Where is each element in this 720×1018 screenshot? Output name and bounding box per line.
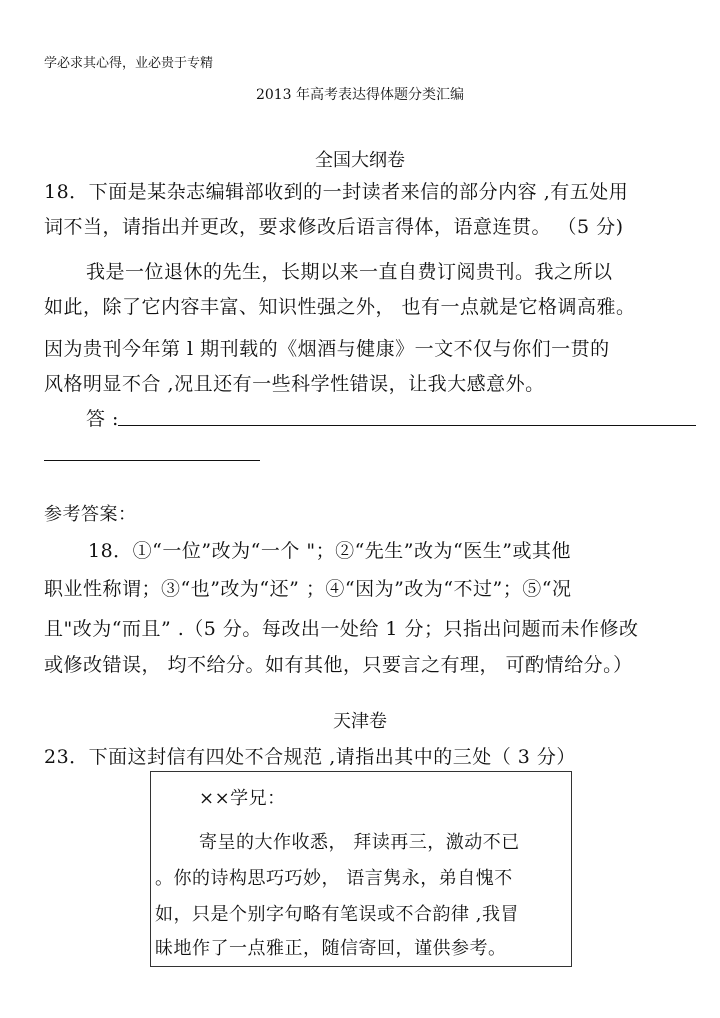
answer-line-2 [44,460,260,461]
letter-box-line-3: 如，只是个别字句略有笔误或不合韵律 ,我冒 [155,904,519,925]
question-23-line: 23．下面这封信有四处不合规范 ,请指出其中的三处（ 3 分） [44,746,576,768]
answer-label: 答 : [86,408,119,430]
section-title-tianjin: 天津卷 [333,711,387,732]
letter-box-line-4: 昧地作了一点雅正，随信寄回，谨供参考。 [155,938,507,959]
header-note: 学必求其心得，业必贵于专精 [44,56,214,71]
letter-box-line-1: 寄呈的大作收悉， 拜读再三，激动不已 [199,832,520,853]
reference-line-3: 且"改为“而且” .（5 分。每改出一处给 1 分；只指出问题而未作修改 [44,618,639,640]
question-18-line-1: 18．下面是某杂志编辑部收到的一封读者来信的部分内容 ,有五处用 [44,181,629,203]
letter-box [150,771,572,967]
letter-line-4: 风格明显不合 ,况且还有一些科学性错误，让我大感意外。 [44,373,545,395]
answer-line-1 [118,425,696,426]
reference-line-1: 18．①“一位”改为“一个 "；②“先生”改为“医生”或其他 [88,540,571,562]
question-18-line-2: 词不当，请指出并更改，要求修改后语言得体，语意连贯。 （5 分) [44,216,624,238]
letter-greeting: ××学兄： [199,788,286,809]
letter-line-3: 因为贵刊今年第 l 期刊载的《烟酒与健康》一文不仅与你们一贯的 [44,338,610,360]
reference-line-2: 职业性称谓；③“也”改为“还” ；④“因为”改为“不过”；⑤“况 [44,578,572,600]
section-title-national: 全国大纲卷 [315,150,405,171]
letter-line-2: 如此，除了它内容丰富、知识性强之外， 也有一点就是它格调高雅。 [44,296,636,318]
reference-line-4: 或修改错误， 均不给分。如有其他，只要言之有理， 可酌情给分。） [44,654,633,676]
reference-answer-label: 参考答案： [44,504,137,525]
document-title: 2013 年高考表达得体题分类汇编 [255,87,465,103]
letter-line-1: 我是一位退休的先生，长期以来一直自费订阅贵刊。我之所以 [86,261,613,283]
letter-box-line-2: 。你的诗构思巧巧妙， 语言隽永，弟自愧不 [155,868,513,889]
